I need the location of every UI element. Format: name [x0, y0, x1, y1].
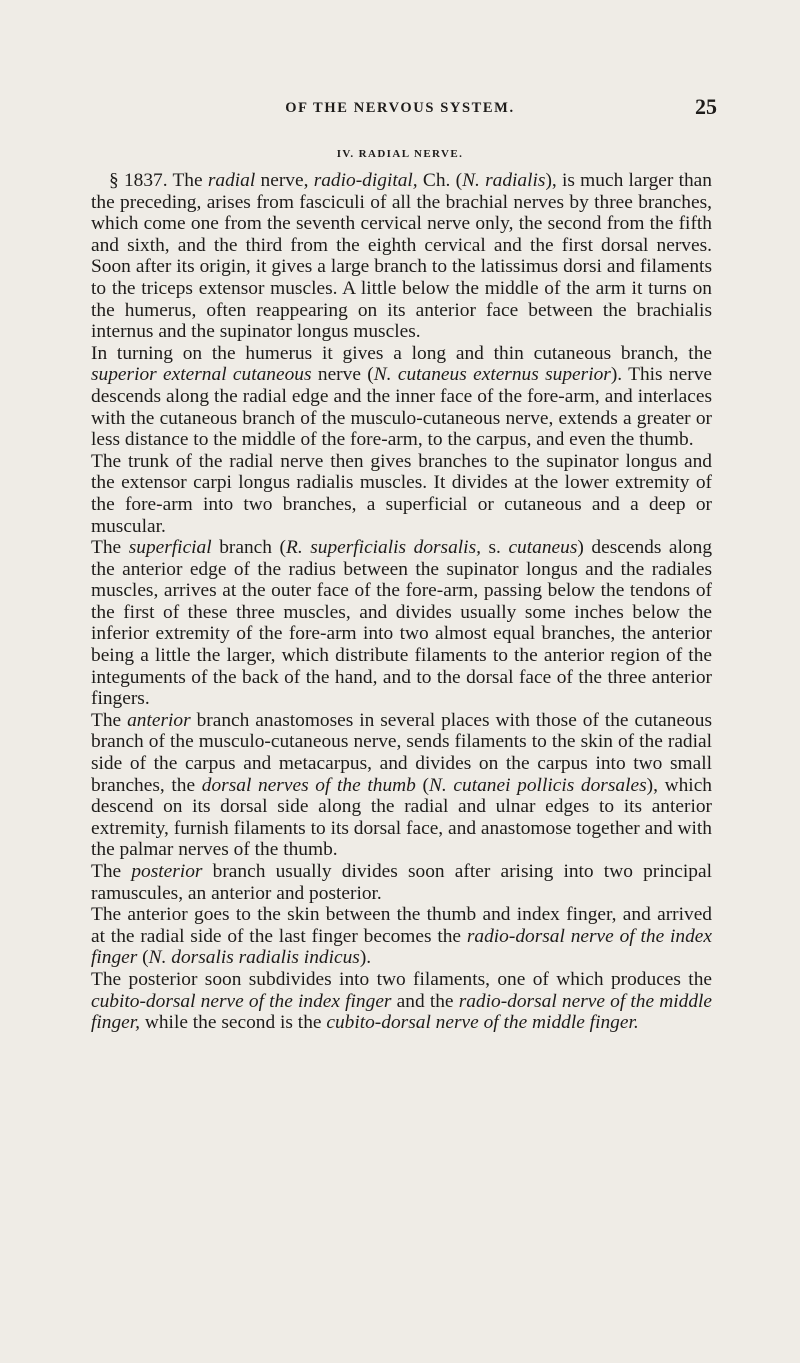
paragraph [91, 904, 712, 969]
text-run: The posterior soon subdivides into two filaments, one of which produces the [91, 968, 712, 990]
text-run: The [91, 537, 129, 559]
text-run: In turning on the humerus it gives a long and thin cutaneous branch, the [91, 342, 712, 364]
text-run: branch usually divides soon after arising into two principal ramuscules, an anterior and posterior. [91, 861, 712, 904]
italic-run: N. cutaneus externus superior [373, 364, 611, 386]
italic-run: cubito-dorsal nerve of the middle finger. [326, 1012, 639, 1034]
running-head [0, 96, 800, 122]
running-title: OF THE NERVOUS SYSTEM. [285, 100, 515, 116]
paragraph [91, 451, 712, 537]
paragraph [91, 710, 712, 861]
text-run: The trunk of the radial nerve then gives branches to the supinator longus and the extensor carpi longus radialis muscles. It divides at the lower extremity of the fore-arm into two branches, a superficial or cutaneous and a deep or muscular. [91, 450, 712, 537]
text-run: The [91, 709, 128, 731]
italic-run: N. radialis [462, 170, 546, 191]
italic-run: radial [207, 170, 256, 191]
italic-run: R. superficialis dorsalis, [285, 537, 481, 559]
text-run: s. [480, 537, 509, 559]
italic-run: radio-digital, [313, 170, 418, 191]
text-run: ), is much larger than the preceding, arises from fasciculi of all the brachial nerves by three branches, which come one from the seventh cervical nerve only, the second from the fifth and sixth, and the third from the eighth cervical and the first dorsal nerves. Soon after its origin, it gives a large branch to the latissimus dorsi and filaments to the triceps extensor muscles. A little below the middle of the arm it turns on the humerus, often reappearing on its anterior face between the brachialis internus and the supinator longus muscles. [91, 170, 712, 343]
italic-run: cubito-dorsal nerve of the index finger [91, 990, 392, 1012]
italic-run: N. cutanei pollicis dorsales [428, 774, 647, 796]
text-run: while the second is the [140, 1012, 327, 1034]
paragraph [91, 537, 712, 710]
section-heading: IV. RADIAL NERVE. [336, 148, 464, 160]
paragraph [91, 969, 712, 1034]
text-run: nerve, [255, 170, 314, 191]
text-run: The [91, 861, 132, 882]
text-run: ). This nerve descends along the radial edge and the inner face of the fore-arm, and interlaces with the cutaneous branch of the musculo-cutaneous nerve, extends a greater or less distance to the middle of the fore-arm, to the carpus, and even the thumb. [91, 364, 712, 451]
italic-run: N. dorsalis radialis indicus [148, 947, 360, 969]
text-run: § 1837. The [109, 170, 208, 191]
text-run: nerve ( [311, 364, 374, 386]
text-run: branch anastomoses in several places with those of the cutaneous branch of the musculo-cutaneous nerve, sends filaments to the skin of the radial side of the carpus and metacarpus, and divides on the carpus into two small branches, the [91, 709, 712, 796]
text-run: ) descends along the anterior edge of the radius between the supinator longus and the radiales muscles, arrives at the outer face of the fore-arm, passing below the tendons of the first of these three muscles, and divides usually some inches below the inferior extremity of the fore-arm into two almost equal branches, the anterior being a little the larger, which distribute filaments to the anterior region of the integuments of the back of the hand, and to the dorsal face of the three anterior fingers. [91, 537, 713, 710]
text-run: ). [359, 947, 372, 969]
text-run: ( [137, 947, 149, 969]
italic-run: posterior [131, 861, 203, 882]
page-number: 25 [695, 94, 717, 119]
text-run: ( [415, 774, 429, 796]
italic-run: dorsal nerves of the thumb [201, 774, 416, 796]
paragraph [91, 170, 712, 343]
paragraph [91, 861, 712, 904]
text-run: branch ( [211, 537, 286, 559]
italic-run: anterior [127, 709, 191, 731]
body-text [91, 170, 712, 1034]
italic-run: radio-dorsal nerve of the middle finger, [91, 990, 713, 1034]
text-run: The anterior goes to the skin between the thumb and index finger, and arrived at the radial side of the last finger becomes the [91, 904, 712, 947]
italic-run: superior external cutaneous [91, 364, 312, 386]
italic-run: cutaneus [508, 537, 578, 559]
text-run: Ch. ( [417, 170, 463, 191]
italic-run: superficial [128, 537, 212, 559]
text-run: ), which descend on its dorsal side along the radial and ulnar edges to its anterior extremity, furnish filaments to its dorsal face, and anastomose together and with the palmar nerves of the thumb. [91, 774, 712, 861]
italic-run: radio-dorsal nerve of the index finger [91, 925, 712, 969]
text-run: and the [391, 990, 459, 1012]
paragraph [91, 343, 712, 451]
